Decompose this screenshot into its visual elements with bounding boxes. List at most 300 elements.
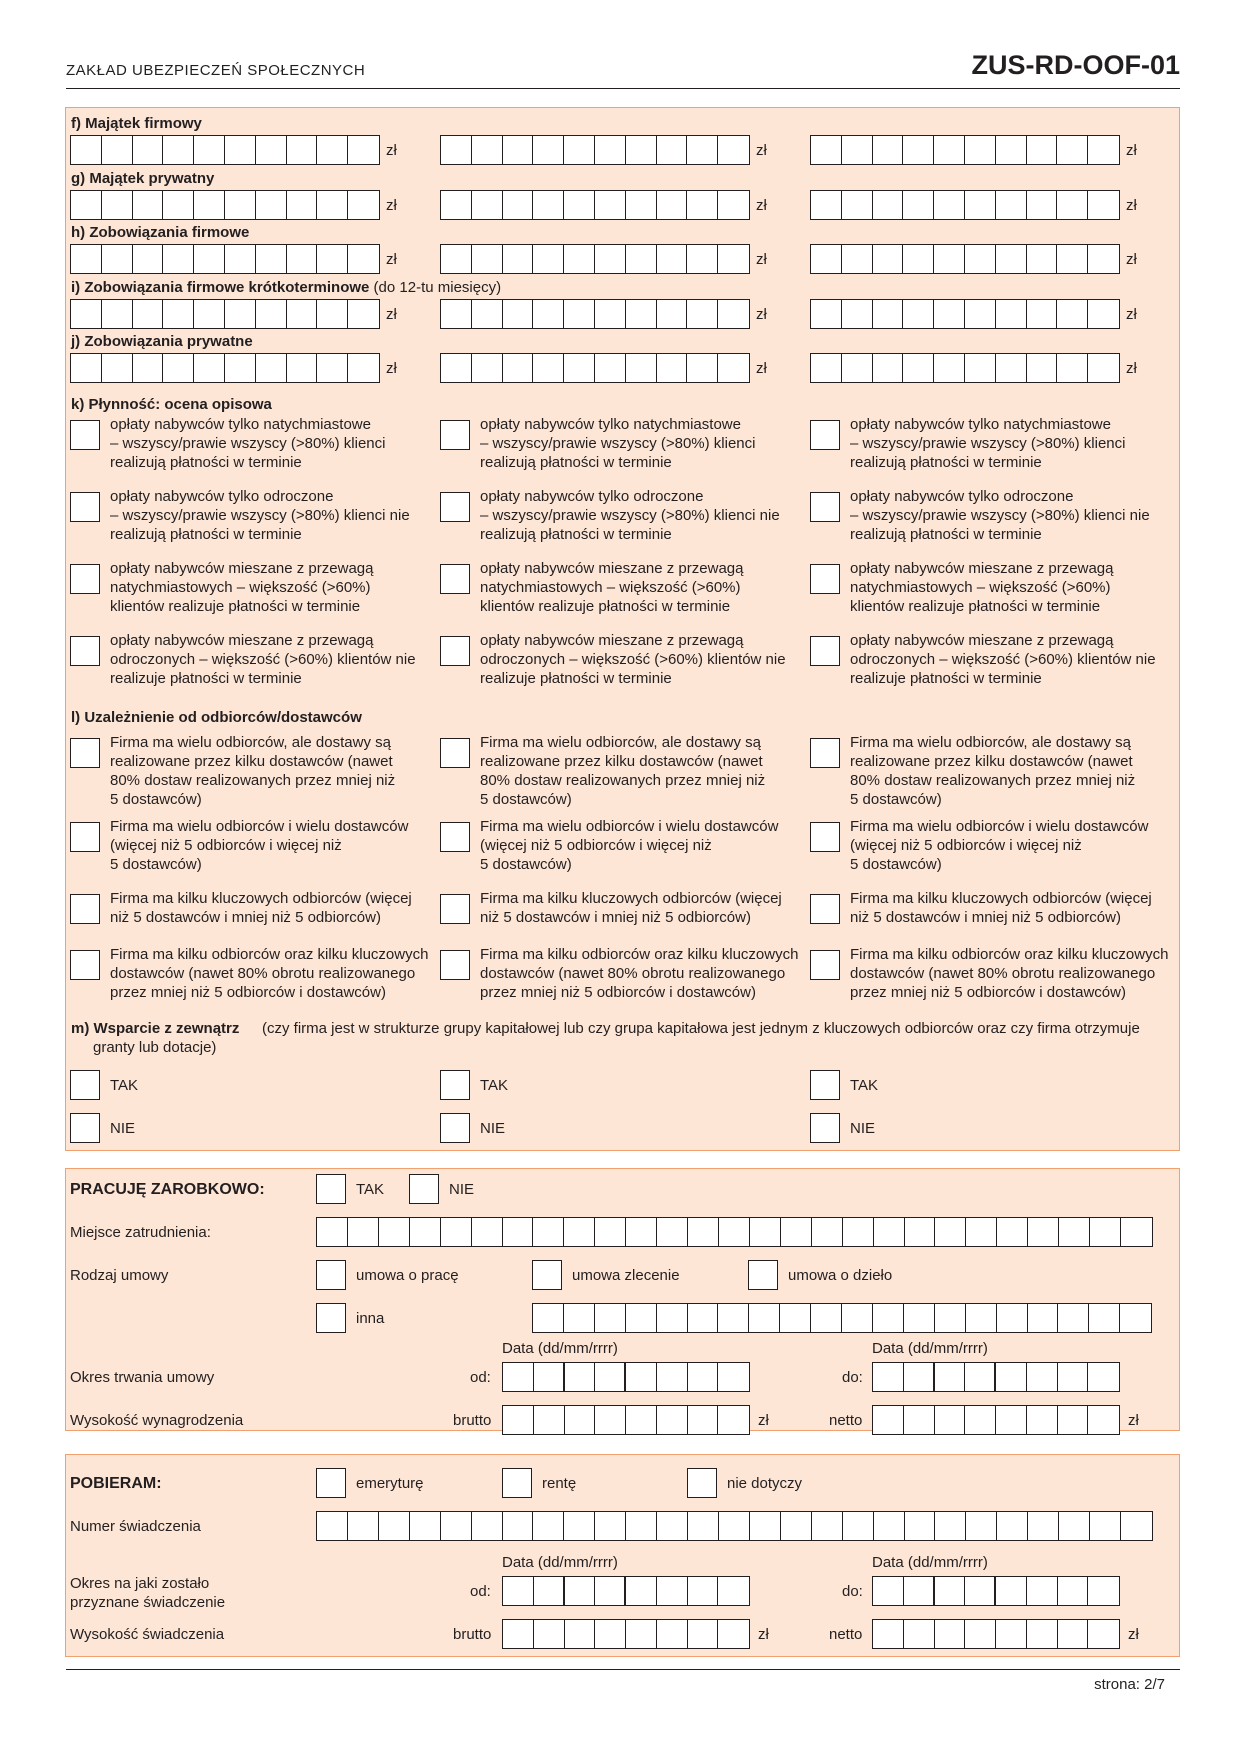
digit-cell[interactable]	[102, 245, 133, 273]
digit-cell[interactable]	[688, 1512, 719, 1540]
amount-field[interactable]	[810, 299, 1120, 329]
digit-cell[interactable]	[533, 1512, 564, 1540]
digit-cell[interactable]	[472, 136, 503, 164]
digit-cell[interactable]	[688, 1406, 719, 1434]
digit-cell[interactable]	[1121, 1512, 1152, 1540]
digit-cell[interactable]	[503, 1406, 534, 1434]
digit-cell[interactable]	[935, 1577, 966, 1605]
benefit-gross-field[interactable]	[502, 1619, 750, 1649]
digit-cell[interactable]	[657, 1577, 688, 1605]
digit-cell[interactable]	[503, 1218, 534, 1246]
digit-cell[interactable]	[317, 354, 348, 382]
digit-cell[interactable]	[1088, 1620, 1119, 1648]
support-yes-checkbox[interactable]	[70, 1070, 100, 1100]
digit-cell[interactable]	[256, 136, 287, 164]
digit-cell[interactable]	[904, 1304, 935, 1332]
digit-cell[interactable]	[503, 1577, 534, 1605]
amount-field[interactable]	[70, 244, 380, 274]
digit-cell[interactable]	[657, 136, 688, 164]
digit-cell[interactable]	[194, 136, 225, 164]
liquidity-option-checkbox[interactable]	[810, 420, 840, 450]
digit-cell[interactable]	[1088, 1577, 1119, 1605]
digit-cell[interactable]	[71, 354, 102, 382]
benefit-end-date[interactable]	[872, 1576, 1120, 1606]
digit-cell[interactable]	[287, 354, 318, 382]
digit-cell[interactable]	[1088, 191, 1119, 219]
digit-cell[interactable]	[317, 1218, 348, 1246]
digit-cell[interactable]	[903, 245, 934, 273]
digit-cell[interactable]	[441, 1218, 472, 1246]
digit-cell[interactable]	[133, 136, 164, 164]
digit-cell[interactable]	[1058, 1406, 1089, 1434]
digit-cell[interactable]	[626, 1512, 657, 1540]
digit-cell[interactable]	[163, 136, 194, 164]
digit-cell[interactable]	[503, 245, 534, 273]
digit-cell[interactable]	[904, 1620, 935, 1648]
liquidity-option-checkbox[interactable]	[440, 636, 470, 666]
digit-cell[interactable]	[842, 1304, 873, 1332]
digit-cell[interactable]	[595, 1620, 626, 1648]
digit-cell[interactable]	[873, 1620, 904, 1648]
digit-cell[interactable]	[71, 191, 102, 219]
digit-cell[interactable]	[287, 136, 318, 164]
dependency-option-checkbox[interactable]	[70, 950, 100, 980]
digit-cell[interactable]	[1088, 300, 1119, 328]
contract-mandate-checkbox[interactable]	[532, 1260, 562, 1290]
digit-cell[interactable]	[718, 1304, 749, 1332]
digit-cell[interactable]	[225, 354, 256, 382]
digit-cell[interactable]	[534, 1363, 565, 1391]
digit-cell[interactable]	[133, 191, 164, 219]
digit-cell[interactable]	[410, 1218, 441, 1246]
dependency-option-checkbox[interactable]	[810, 738, 840, 768]
digit-cell[interactable]	[163, 354, 194, 382]
digit-cell[interactable]	[873, 1406, 904, 1434]
digit-cell[interactable]	[533, 354, 564, 382]
digit-cell[interactable]	[750, 1218, 781, 1246]
digit-cell[interactable]	[996, 191, 1027, 219]
dependency-option-checkbox[interactable]	[70, 738, 100, 768]
digit-cell[interactable]	[533, 1218, 564, 1246]
digit-cell[interactable]	[564, 1218, 595, 1246]
digit-cell[interactable]	[687, 354, 718, 382]
dependency-option-checkbox[interactable]	[440, 894, 470, 924]
digit-cell[interactable]	[626, 1363, 657, 1391]
digit-cell[interactable]	[102, 300, 133, 328]
contract-work-checkbox[interactable]	[748, 1260, 778, 1290]
digit-cell[interactable]	[626, 1620, 657, 1648]
digit-cell[interactable]	[534, 1406, 565, 1434]
digit-cell[interactable]	[811, 1304, 842, 1332]
digit-cell[interactable]	[1027, 191, 1058, 219]
digit-cell[interactable]	[1121, 1218, 1152, 1246]
support-yes-checkbox[interactable]	[810, 1070, 840, 1100]
digit-cell[interactable]	[1058, 1304, 1089, 1332]
digit-cell[interactable]	[997, 1218, 1028, 1246]
digit-cell[interactable]	[503, 1512, 534, 1540]
liquidity-option-checkbox[interactable]	[810, 492, 840, 522]
digit-cell[interactable]	[441, 136, 472, 164]
digit-cell[interactable]	[718, 1577, 749, 1605]
digit-cell[interactable]	[317, 136, 348, 164]
liquidity-option-checkbox[interactable]	[70, 492, 100, 522]
digit-cell[interactable]	[441, 245, 472, 273]
digit-cell[interactable]	[1027, 136, 1058, 164]
digit-cell[interactable]	[564, 245, 595, 273]
amount-field[interactable]	[810, 244, 1120, 274]
digit-cell[interactable]	[965, 1577, 996, 1605]
digit-cell[interactable]	[225, 136, 256, 164]
dependency-option-checkbox[interactable]	[440, 822, 470, 852]
digit-cell[interactable]	[348, 191, 379, 219]
digit-cell[interactable]	[317, 300, 348, 328]
dependency-option-checkbox[interactable]	[440, 950, 470, 980]
digit-cell[interactable]	[873, 136, 904, 164]
digit-cell[interactable]	[904, 1363, 935, 1391]
salary-net-field[interactable]	[872, 1405, 1120, 1435]
digit-cell[interactable]	[842, 191, 873, 219]
dependency-option-checkbox[interactable]	[810, 822, 840, 852]
digit-cell[interactable]	[595, 245, 626, 273]
amount-field[interactable]	[440, 244, 750, 274]
digit-cell[interactable]	[71, 245, 102, 273]
digit-cell[interactable]	[842, 300, 873, 328]
digit-cell[interactable]	[750, 1512, 781, 1540]
digit-cell[interactable]	[287, 191, 318, 219]
digit-cell[interactable]	[873, 191, 904, 219]
digit-cell[interactable]	[102, 136, 133, 164]
digit-cell[interactable]	[904, 1406, 935, 1434]
digit-cell[interactable]	[564, 354, 595, 382]
digit-cell[interactable]	[718, 1406, 749, 1434]
digit-cell[interactable]	[873, 300, 904, 328]
digit-cell[interactable]	[102, 354, 133, 382]
digit-cell[interactable]	[718, 1620, 749, 1648]
digit-cell[interactable]	[811, 354, 842, 382]
digit-cell[interactable]	[873, 354, 904, 382]
digit-cell[interactable]	[811, 191, 842, 219]
digit-cell[interactable]	[874, 1512, 905, 1540]
digit-cell[interactable]	[1088, 1406, 1119, 1434]
digit-cell[interactable]	[1027, 1406, 1058, 1434]
digit-cell[interactable]	[781, 1512, 812, 1540]
digit-cell[interactable]	[595, 300, 626, 328]
digit-cell[interactable]	[564, 300, 595, 328]
digit-cell[interactable]	[533, 245, 564, 273]
benefit-net-field[interactable]	[872, 1619, 1120, 1649]
digit-cell[interactable]	[842, 245, 873, 273]
contract-other-checkbox[interactable]	[316, 1303, 346, 1333]
digit-cell[interactable]	[903, 191, 934, 219]
digit-cell[interactable]	[595, 191, 626, 219]
digit-cell[interactable]	[811, 245, 842, 273]
digit-cell[interactable]	[317, 1512, 348, 1540]
digit-cell[interactable]	[934, 191, 965, 219]
digit-cell[interactable]	[194, 245, 225, 273]
digit-cell[interactable]	[348, 245, 379, 273]
digit-cell[interactable]	[626, 136, 657, 164]
digit-cell[interactable]	[965, 1363, 996, 1391]
employment-yes-checkbox[interactable]	[316, 1174, 346, 1204]
digit-cell[interactable]	[997, 1304, 1028, 1332]
digit-cell[interactable]	[441, 300, 472, 328]
liquidity-option-checkbox[interactable]	[440, 564, 470, 594]
digit-cell[interactable]	[996, 1363, 1027, 1391]
digit-cell[interactable]	[811, 300, 842, 328]
liquidity-option-checkbox[interactable]	[440, 492, 470, 522]
digit-cell[interactable]	[718, 300, 749, 328]
digit-cell[interactable]	[935, 1304, 966, 1332]
digit-cell[interactable]	[441, 191, 472, 219]
digit-cell[interactable]	[472, 1512, 503, 1540]
digit-cell[interactable]	[533, 191, 564, 219]
digit-cell[interactable]	[1057, 245, 1088, 273]
digit-cell[interactable]	[626, 1406, 657, 1434]
digit-cell[interactable]	[934, 354, 965, 382]
digit-cell[interactable]	[472, 354, 503, 382]
employment-no-checkbox[interactable]	[409, 1174, 439, 1204]
digit-cell[interactable]	[533, 1304, 564, 1332]
digit-cell[interactable]	[688, 1577, 719, 1605]
digit-cell[interactable]	[1059, 1218, 1090, 1246]
digit-cell[interactable]	[256, 300, 287, 328]
digit-cell[interactable]	[873, 1363, 904, 1391]
amount-field[interactable]	[810, 135, 1120, 165]
digit-cell[interactable]	[935, 1218, 966, 1246]
digit-cell[interactable]	[688, 1304, 719, 1332]
digit-cell[interactable]	[317, 191, 348, 219]
workplace-field[interactable]	[316, 1217, 1153, 1247]
digit-cell[interactable]	[533, 300, 564, 328]
amount-field[interactable]	[440, 190, 750, 220]
digit-cell[interactable]	[71, 300, 102, 328]
digit-cell[interactable]	[996, 245, 1027, 273]
digit-cell[interactable]	[595, 1304, 626, 1332]
support-yes-checkbox[interactable]	[440, 1070, 470, 1100]
digit-cell[interactable]	[410, 1512, 441, 1540]
digit-cell[interactable]	[1028, 1304, 1059, 1332]
digit-cell[interactable]	[965, 354, 996, 382]
digit-cell[interactable]	[718, 1363, 749, 1391]
digit-cell[interactable]	[472, 1218, 503, 1246]
digit-cell[interactable]	[657, 300, 688, 328]
digit-cell[interactable]	[965, 136, 996, 164]
digit-cell[interactable]	[348, 1218, 379, 1246]
digit-cell[interactable]	[1028, 1218, 1059, 1246]
digit-cell[interactable]	[657, 1304, 688, 1332]
digit-cell[interactable]	[657, 1512, 688, 1540]
digit-cell[interactable]	[657, 1406, 688, 1434]
digit-cell[interactable]	[533, 136, 564, 164]
digit-cell[interactable]	[1057, 300, 1088, 328]
digit-cell[interactable]	[379, 1218, 410, 1246]
dependency-option-checkbox[interactable]	[810, 894, 840, 924]
digit-cell[interactable]	[903, 354, 934, 382]
digit-cell[interactable]	[904, 1577, 935, 1605]
digit-cell[interactable]	[133, 245, 164, 273]
contract-start-date[interactable]	[502, 1362, 750, 1392]
digit-cell[interactable]	[472, 191, 503, 219]
digit-cell[interactable]	[997, 1512, 1028, 1540]
digit-cell[interactable]	[873, 1304, 904, 1332]
digit-cell[interactable]	[965, 300, 996, 328]
digit-cell[interactable]	[472, 300, 503, 328]
digit-cell[interactable]	[102, 191, 133, 219]
digit-cell[interactable]	[565, 1406, 596, 1434]
digit-cell[interactable]	[595, 354, 626, 382]
digit-cell[interactable]	[996, 136, 1027, 164]
contract-employment-checkbox[interactable]	[316, 1260, 346, 1290]
digit-cell[interactable]	[718, 245, 749, 273]
digit-cell[interactable]	[935, 1620, 966, 1648]
digit-cell[interactable]	[503, 1620, 534, 1648]
digit-cell[interactable]	[812, 1512, 843, 1540]
digit-cell[interactable]	[1090, 1512, 1121, 1540]
dependency-option-checkbox[interactable]	[70, 822, 100, 852]
dependency-option-checkbox[interactable]	[70, 894, 100, 924]
digit-cell[interactable]	[719, 1218, 750, 1246]
digit-cell[interactable]	[1027, 1577, 1058, 1605]
support-no-checkbox[interactable]	[440, 1113, 470, 1143]
digit-cell[interactable]	[534, 1620, 565, 1648]
liquidity-option-checkbox[interactable]	[70, 420, 100, 450]
digit-cell[interactable]	[965, 245, 996, 273]
digit-cell[interactable]	[1088, 354, 1119, 382]
digit-cell[interactable]	[256, 191, 287, 219]
digit-cell[interactable]	[1057, 354, 1088, 382]
digit-cell[interactable]	[626, 191, 657, 219]
digit-cell[interactable]	[441, 1512, 472, 1540]
digit-cell[interactable]	[317, 245, 348, 273]
digit-cell[interactable]	[687, 136, 718, 164]
digit-cell[interactable]	[903, 136, 934, 164]
digit-cell[interactable]	[1088, 245, 1119, 273]
digit-cell[interactable]	[287, 300, 318, 328]
digit-cell[interactable]	[1059, 1512, 1090, 1540]
digit-cell[interactable]	[1120, 1304, 1151, 1332]
digit-cell[interactable]	[996, 1577, 1027, 1605]
digit-cell[interactable]	[348, 136, 379, 164]
digit-cell[interactable]	[133, 354, 164, 382]
liquidity-option-checkbox[interactable]	[810, 636, 840, 666]
digit-cell[interactable]	[348, 1512, 379, 1540]
digit-cell[interactable]	[688, 1620, 719, 1648]
digit-cell[interactable]	[595, 1218, 626, 1246]
digit-cell[interactable]	[688, 1363, 719, 1391]
digit-cell[interactable]	[534, 1577, 565, 1605]
benefit-start-date[interactable]	[502, 1576, 750, 1606]
digit-cell[interactable]	[163, 300, 194, 328]
digit-cell[interactable]	[163, 191, 194, 219]
digit-cell[interactable]	[687, 191, 718, 219]
amount-field[interactable]	[70, 299, 380, 329]
digit-cell[interactable]	[1028, 1512, 1059, 1540]
digit-cell[interactable]	[565, 1577, 596, 1605]
support-no-checkbox[interactable]	[70, 1113, 100, 1143]
digit-cell[interactable]	[657, 1620, 688, 1648]
liquidity-option-checkbox[interactable]	[70, 564, 100, 594]
amount-field[interactable]	[810, 190, 1120, 220]
digit-cell[interactable]	[256, 245, 287, 273]
liquidity-option-checkbox[interactable]	[440, 420, 470, 450]
digit-cell[interactable]	[503, 136, 534, 164]
digit-cell[interactable]	[1057, 191, 1088, 219]
digit-cell[interactable]	[965, 1406, 996, 1434]
digit-cell[interactable]	[379, 1512, 410, 1540]
digit-cell[interactable]	[503, 354, 534, 382]
amount-field[interactable]	[440, 299, 750, 329]
digit-cell[interactable]	[225, 300, 256, 328]
dependency-option-checkbox[interactable]	[440, 738, 470, 768]
digit-cell[interactable]	[781, 1218, 812, 1246]
digit-cell[interactable]	[966, 1304, 997, 1332]
benefit-pension-checkbox[interactable]	[502, 1468, 532, 1498]
digit-cell[interactable]	[657, 354, 688, 382]
liquidity-option-checkbox[interactable]	[70, 636, 100, 666]
digit-cell[interactable]	[626, 245, 657, 273]
amount-field[interactable]	[440, 353, 750, 383]
digit-cell[interactable]	[595, 1577, 626, 1605]
amount-field[interactable]	[70, 135, 380, 165]
digit-cell[interactable]	[996, 300, 1027, 328]
digit-cell[interactable]	[225, 245, 256, 273]
digit-cell[interactable]	[194, 354, 225, 382]
digit-cell[interactable]	[472, 245, 503, 273]
digit-cell[interactable]	[718, 354, 749, 382]
digit-cell[interactable]	[1058, 1577, 1089, 1605]
benefit-number-field[interactable]	[316, 1511, 1153, 1541]
amount-field[interactable]	[440, 135, 750, 165]
digit-cell[interactable]	[133, 300, 164, 328]
digit-cell[interactable]	[1057, 136, 1088, 164]
digit-cell[interactable]	[718, 191, 749, 219]
digit-cell[interactable]	[256, 354, 287, 382]
digit-cell[interactable]	[873, 245, 904, 273]
dependency-option-checkbox[interactable]	[810, 950, 840, 980]
digit-cell[interactable]	[996, 354, 1027, 382]
digit-cell[interactable]	[564, 1512, 595, 1540]
digit-cell[interactable]	[595, 1406, 626, 1434]
digit-cell[interactable]	[1058, 1363, 1089, 1391]
digit-cell[interactable]	[348, 300, 379, 328]
contract-other-field[interactable]	[532, 1303, 1152, 1333]
digit-cell[interactable]	[935, 1406, 966, 1434]
digit-cell[interactable]	[1088, 1363, 1119, 1391]
digit-cell[interactable]	[749, 1304, 780, 1332]
digit-cell[interactable]	[934, 136, 965, 164]
digit-cell[interactable]	[1027, 1620, 1058, 1648]
digit-cell[interactable]	[657, 191, 688, 219]
benefit-none-checkbox[interactable]	[687, 1468, 717, 1498]
digit-cell[interactable]	[657, 245, 688, 273]
digit-cell[interactable]	[1089, 1304, 1120, 1332]
digit-cell[interactable]	[657, 1363, 688, 1391]
amount-field[interactable]	[70, 353, 380, 383]
digit-cell[interactable]	[565, 1363, 596, 1391]
digit-cell[interactable]	[163, 245, 194, 273]
digit-cell[interactable]	[194, 300, 225, 328]
digit-cell[interactable]	[348, 354, 379, 382]
digit-cell[interactable]	[842, 136, 873, 164]
digit-cell[interactable]	[842, 354, 873, 382]
digit-cell[interactable]	[626, 354, 657, 382]
salary-gross-field[interactable]	[502, 1405, 750, 1435]
support-no-checkbox[interactable]	[810, 1113, 840, 1143]
digit-cell[interactable]	[564, 191, 595, 219]
digit-cell[interactable]	[626, 1577, 657, 1605]
digit-cell[interactable]	[780, 1304, 811, 1332]
digit-cell[interactable]	[934, 300, 965, 328]
